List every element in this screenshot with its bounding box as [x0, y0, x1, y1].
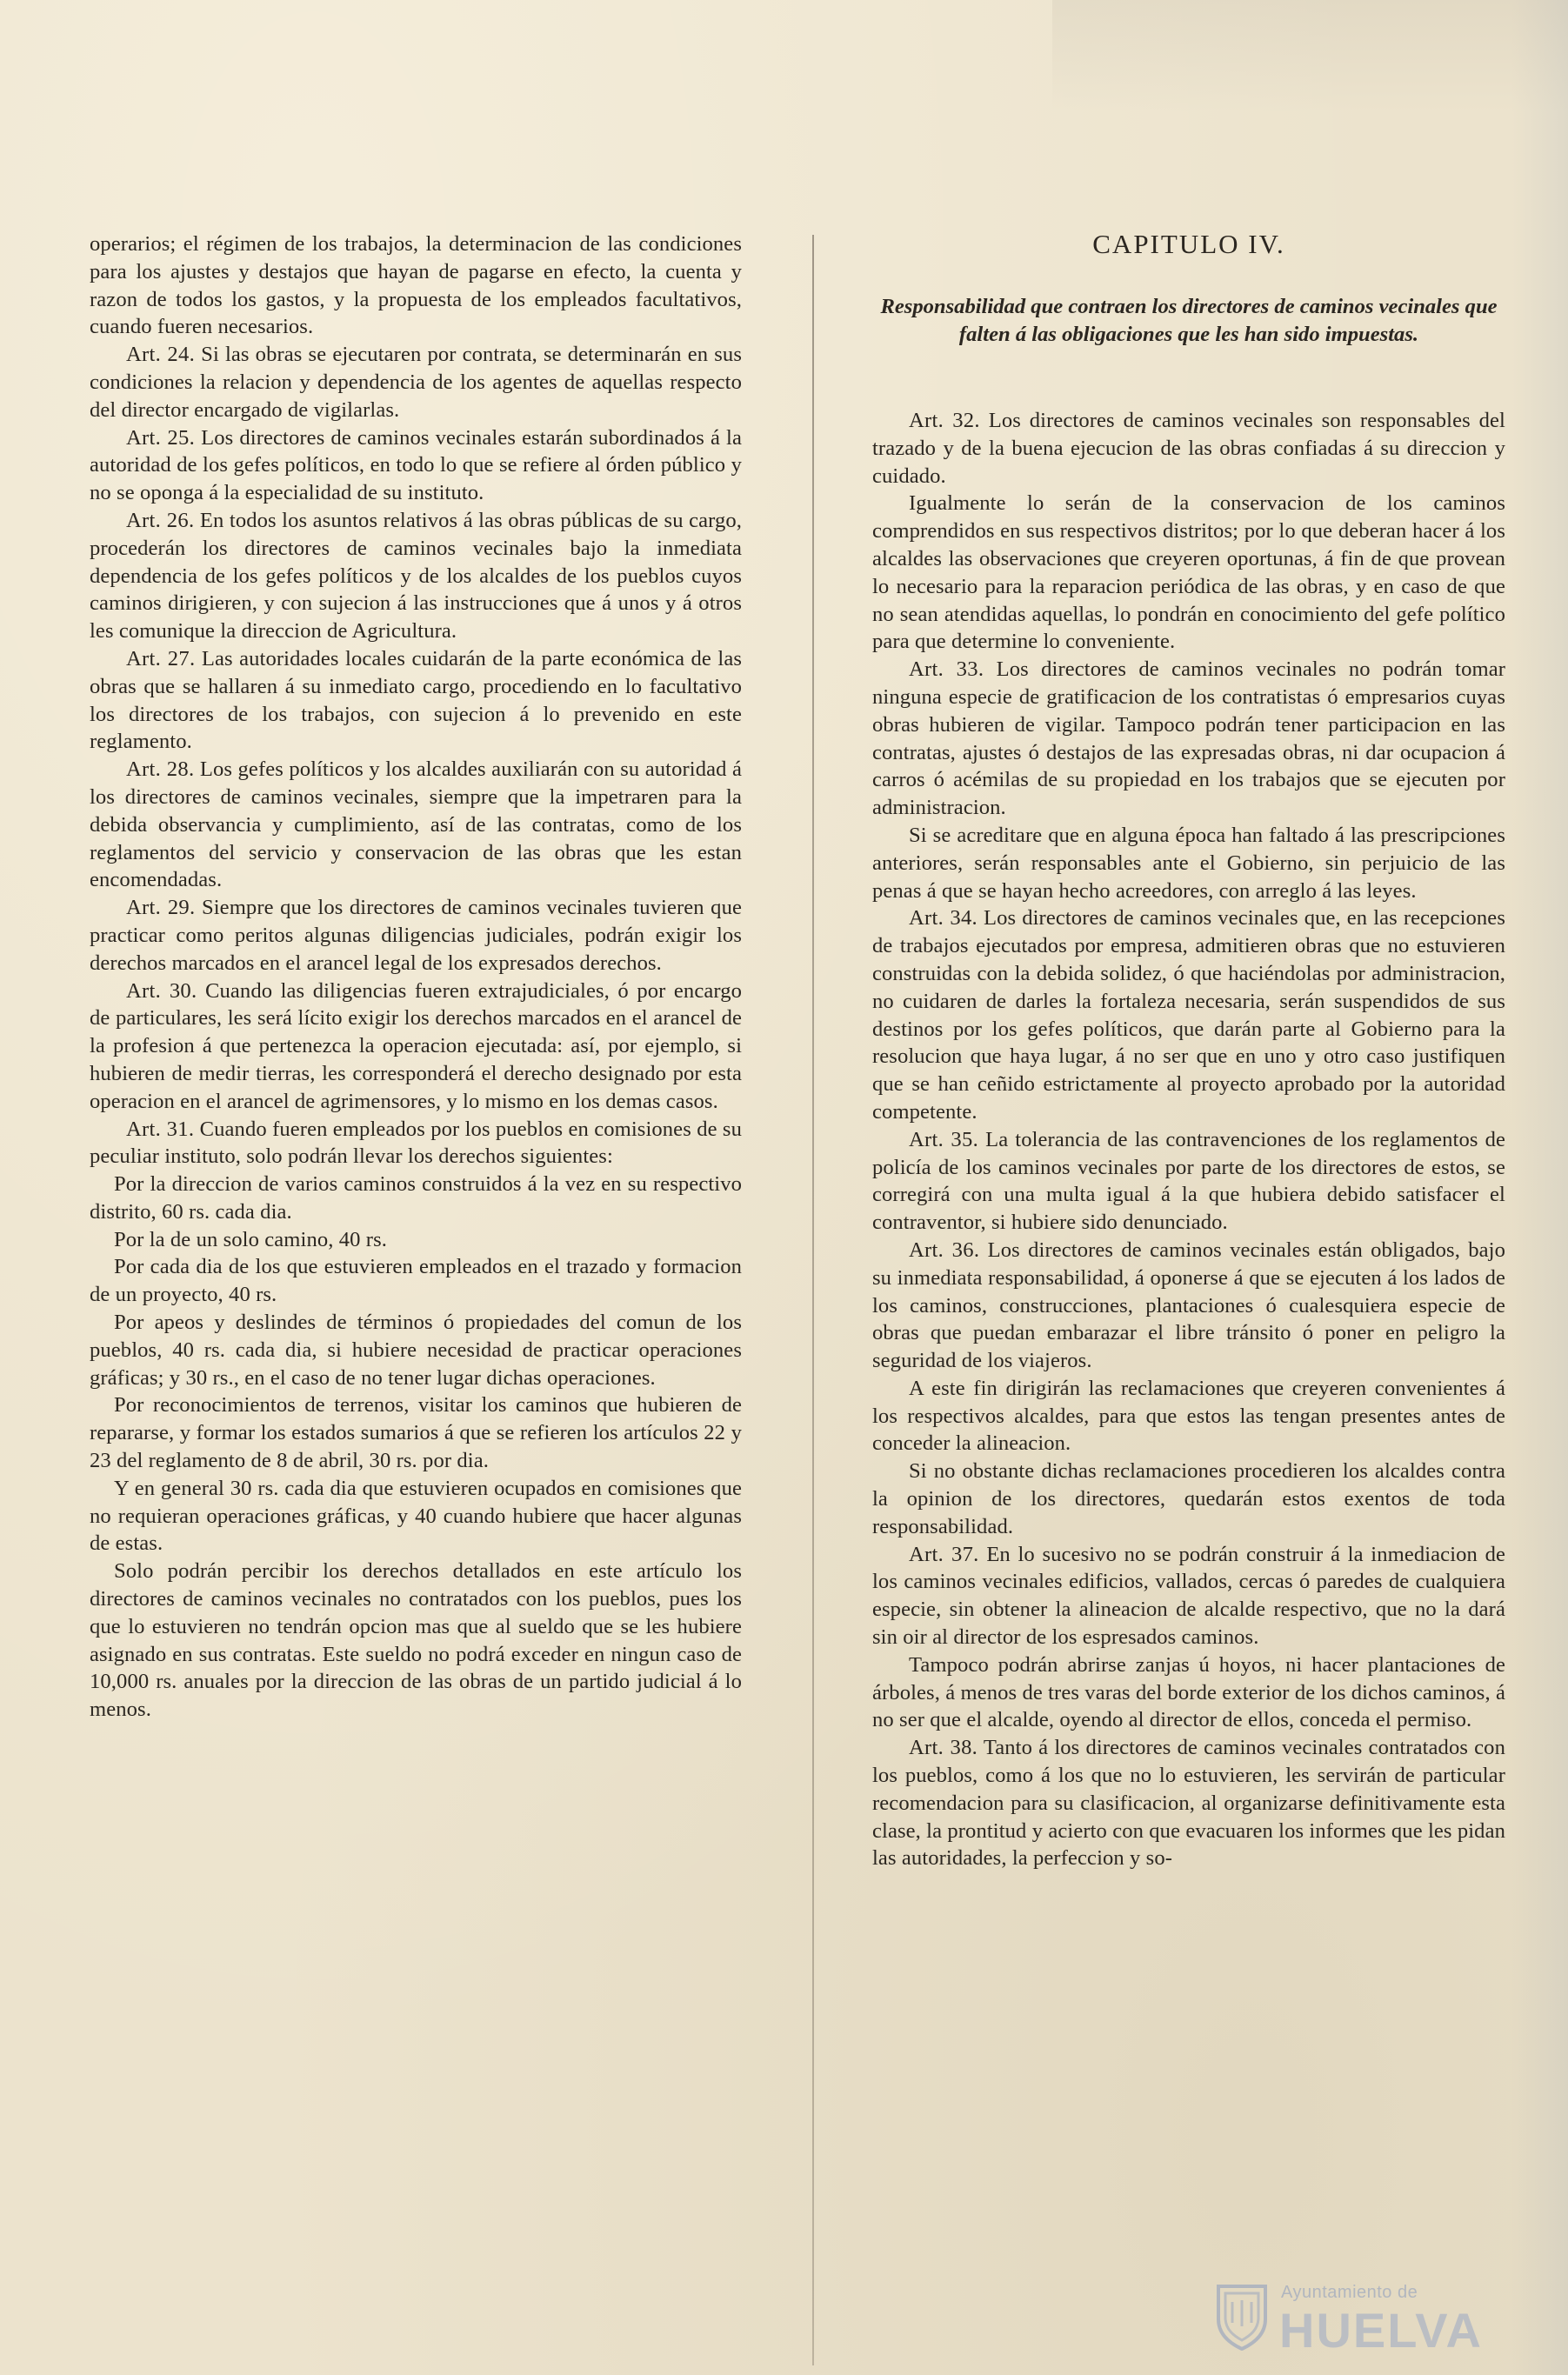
- article-number: Art. 37.: [909, 1542, 979, 1566]
- paragraph: [872, 1237, 1505, 1375]
- paragraph-text: Y en general 30 rs. cada dia que estuvieren ocupados en comisiones que no requieran operaciones gráficas, y 40 cuando hubiere que hacer algunas de estas.: [90, 1476, 742, 1556]
- article-number: Art. 28.: [126, 757, 195, 782]
- paragraph-text: Los directores de caminos vecinales no podrán tomar ninguna especie de gratificacion de los contratistas ó empresarios cuyas obras hubieren de vigilar. Tampoco podrán tener participacion en las contratas, ajustes ó destajos de las expresadas obras, ni dar ocupacion á carros ó acémilas de su propiedad en los trabajos que se ejecuten por administracion.: [872, 657, 1506, 820]
- paragraph: [90, 1558, 742, 1724]
- article-number: Art. 33.: [909, 657, 984, 682]
- paragraph-text: Por apeos y deslindes de términos ó propiedades del comun de los pueblos, 40 rs. cada dia, si hubiere necesidad de practicar operaciones gráficas; y 30 rs., en el caso de no tener lugar dichas operaciones.: [90, 1311, 742, 1390]
- paragraph-text: A este fin dirigirán las reclamaciones que creyeren convenientes á los respectivos alcaldes, para que estos las tengan presentes antes de conceder la alineacion.: [872, 1376, 1505, 1456]
- paragraph-text: Los gefes políticos y los alcaldes auxiliarán con su autoridad á los directores de caminos vecinales, siempre que la impetraren para la debida observancia y cumplimiento, así de las contratas, como de los reglamentos del servicio y conservacion de las obras que les estan encomendadas.: [90, 757, 742, 892]
- article-number: Art. 26.: [126, 508, 195, 532]
- paragraph-text: Los directores de caminos vecinales son responsables del trazado y de la buena ejecucion de las obras confiadas á su direccion y cuidado.: [872, 409, 1505, 488]
- paragraph-text: Por la direccion de varios caminos construidos á la vez en su respectivo distrito, 60 rs. cada dia.: [90, 1172, 742, 1224]
- article-number: Art. 31.: [126, 1117, 195, 1141]
- paragraph-text: Si se acreditare que en alguna época han faltado á las prescripciones anteriores, serán responsables ante el Gobierno, sin perjuicio de las penas á que se hayan hecho acreedores, con arreglo á las leyes.: [872, 823, 1505, 903]
- paragraph: [90, 894, 742, 977]
- article-number: Art. 35.: [909, 1127, 979, 1151]
- chapter-title: CAPITULO IV.: [1092, 229, 1285, 259]
- paragraph-text: Si las obras se ejecutaren por contrata, se determinarán en sus condiciones la relacion y dependencia de los agentes de aquellas respecto del director encargado de vigilarlas.: [90, 343, 742, 422]
- article-number: Art. 27.: [126, 646, 196, 670]
- paragraph: [90, 230, 742, 341]
- paragraph-text: Por cada dia de los que estuvieren empleados en el trazado y formacion de un proyecto, 40 rs.: [90, 1255, 742, 1307]
- paragraph: [872, 407, 1505, 490]
- paragraph: [872, 904, 1505, 1125]
- column-divider: [812, 235, 814, 2365]
- page-edge-shadow: [1511, 0, 1568, 2375]
- paragraph: [90, 1226, 742, 1254]
- paragraph-text: operarios; el régimen de los trabajos, la determinacion de las condiciones para los ajustes y destajos que hayan de pagarse en efecto, la cuenta y razon de todos los gastos, y la propuesta de los empleados facultativos, cuando fueren necesarios.: [90, 232, 742, 339]
- article-number: Art. 29.: [126, 896, 196, 920]
- paragraph: [90, 977, 742, 1116]
- article-number: Art. 34.: [909, 906, 977, 931]
- paragraph: [872, 1126, 1505, 1237]
- article-number: Art. 32.: [909, 409, 980, 432]
- paragraph-text: Cuando las diligencias fueren extrajudiciales, ó por encargo de particulares, les será lícito exigir los derechos marcados en el arancel de la profesion á que pertenezca la operacion ejecutada: así, por ejemplo, si hubieren de medir tierras, les corresponderá el derecho designado por esta operacion en el arancel de agrimensores, y lo mismo en los demas casos.: [90, 978, 742, 1113]
- paragraph-text: En todos los asuntos relativos á las obras públicas de su cargo, procederán los directores de caminos vecinales bajo la inmediata dependencia de los gefes políticos y de los alcaldes de los pueblos cuyos caminos dirigieren, y con sujecion á las instrucciones que á unos y á otros les comunique la direccion de Agricultura.: [90, 508, 742, 644]
- watermark-caption: Ayuntamiento de: [1281, 2283, 1418, 2302]
- paragraph-text: Si no obstante dichas reclamaciones procedieren los alcaldes contra la opinion de los directores, quedarán estos exentos de toda responsabilidad.: [872, 1459, 1505, 1538]
- paragraph: [90, 756, 742, 894]
- article-number: Art. 24.: [126, 343, 196, 367]
- paragraph: [872, 656, 1505, 822]
- paragraph-text: Los directores de caminos vecinales están obligados, bajo su inmediata responsabilidad, á oponerse á que se ejecuten á los lados de los caminos, construcciones, plantaciones ó cualesquiera especie de obras que puedan embarazar el libre tránsito ó poner en peligro la seguridad de los viajeros.: [872, 1238, 1506, 1373]
- paragraph-text: Los directores de caminos vecinales estarán subordinados á la autoridad de los gefes políticos, en todo lo que se refiere al órden público y no se oponga á la especialidad de su instituto.: [90, 425, 743, 505]
- paragraph: [90, 1253, 742, 1309]
- paragraph: [872, 1458, 1505, 1540]
- paragraph: [872, 1734, 1505, 1872]
- paragraph-text: Siempre que los directores de caminos vecinales tuvieren que practicar como peritos algunas diligencias judiciales, podrán exigir los derechos marcados en el arancel legal de los expresados derechos.: [90, 896, 742, 975]
- paragraph-text: Las autoridades locales cuidarán de la parte económica de las obras que se hallaren á su inmediato cargo, procediendo en lo facultativo los directores de los trabajos, con sujecion á lo prevenido en este reglamento.: [90, 646, 742, 754]
- archive-watermark: [1213, 2274, 1526, 2361]
- paragraph: [90, 1171, 742, 1226]
- paragraph-text: Los directores de caminos vecinales que, en las recepciones de trabajos ejecutados por empresa, admitieren obras que no estuvieren construidas con la debida solidez, ó que haciéndolas por administracion, no cuidaren de darles la fortaleza necesaria, serán suspendidos de sus destinos por los gefes políticos, que darán parte al Gobierno para la resolucion que haya lugar, á no ser que en uno y otro caso justifiquen que se han ceñido estrictamente al proyecto aprobado por la autoridad competente.: [872, 906, 1505, 1124]
- article-number: Art. 25.: [126, 425, 196, 450]
- article-number: Art. 38.: [909, 1736, 978, 1760]
- chapter-subtitle: Responsabilidad que contraen los directores de caminos vecinales que falten á las obligaciones que les han sido impuestas.: [880, 295, 1498, 346]
- article-number: Art. 30.: [126, 978, 197, 1003]
- paragraph: [90, 341, 742, 424]
- paragraph: [90, 645, 742, 756]
- paragraph-text: En lo sucesivo no se podrán construir á la inmediacion de los caminos vecinales edificios, vallados, cercas ó paredes de cualquiera especie, sin obtener la alineacion de alcalde respectivo, que no la dará sin oir al director de los espresados caminos.: [872, 1542, 1505, 1650]
- paragraph: [90, 1309, 742, 1391]
- paragraph: [90, 507, 742, 645]
- article-number: Art. 36.: [909, 1238, 980, 1262]
- paragraph-text: Solo podrán percibir los derechos detallados en este artículo los directores de caminos vecinales no contratados con los pueblos, pues los que lo estuvieren no tendrán opcion mas que al sueldo que se les hubiere asignado en sus contratas. Este sueldo no podrá exceder en ningun caso de 10,000 rs. anuales por la direccion de las obras de un partido judicial á lo menos.: [90, 1559, 742, 1722]
- paragraph-text: Tampoco podrán abrirse zanjas ú hoyos, ni hacer plantaciones de árboles, á menos de tres varas del borde exterior de los dichos caminos, á no ser que el alcalde, oyendo al director de ellos, conceda el permiso.: [872, 1652, 1505, 1732]
- left-column: [90, 230, 742, 1724]
- paragraph: [872, 1651, 1505, 1734]
- paragraph: [90, 1116, 742, 1171]
- paragraph-text: Por la de un solo camino, 40 rs.: [114, 1227, 387, 1251]
- paragraph: [90, 1475, 742, 1558]
- paragraph: [872, 1375, 1505, 1458]
- paragraph-text: Cuando fueren empleados por los pueblos en comisiones de su peculiar instituto, solo podrán llevar los derechos siguientes:: [90, 1117, 742, 1169]
- paragraph: [90, 424, 742, 507]
- paragraph: [872, 490, 1505, 656]
- paragraph: [90, 1391, 742, 1474]
- paragraph: [872, 1541, 1505, 1651]
- watermark-title: HUELVA: [1279, 2303, 1483, 2358]
- coat-of-arms-icon: [1213, 2281, 1271, 2351]
- paragraph: [872, 822, 1505, 904]
- paragraph-text: Tanto á los directores de caminos vecinales contratados con los pueblos, como á los que no lo estuvieren, les servirán de particular recomendacion para su clasificacion, al organizarse definitivamente esta clase, la prontitud y acierto con que evacuaren los informes que les pidan las autoridades, la perfeccion y so-: [872, 1736, 1505, 1871]
- paragraph-text: La tolerancia de las contravenciones de los reglamentos de policía de los caminos vecinales por parte de los directores de estos, se corregirá con una multa igual á la que hubiera debido satisfacer el contraventor, si hubiere sido denunciado.: [872, 1127, 1506, 1235]
- right-column: [872, 407, 1505, 1872]
- paragraph-text: Igualmente lo serán de la conservacion de los caminos comprendidos en sus respectivos distritos; por lo que deberan hacer á los alcaldes las observaciones que creyeren oportunas, á fin de que provean lo necesario para la reparacion periódica de las obras, y en caso de que no sean atendidas aquellas, lo pondrán en conocimiento del gefe político para que determine lo conveniente.: [872, 491, 1505, 654]
- bleed-through-shadow: [1052, 0, 1568, 113]
- paragraph-text: Por reconocimientos de terrenos, visitar los caminos que hubieren de repararse, y formar los estados sumarios á que se refieren los artículos 22 y 23 del reglamento de 8 de abril, 30 rs. por dia.: [90, 1393, 742, 1473]
